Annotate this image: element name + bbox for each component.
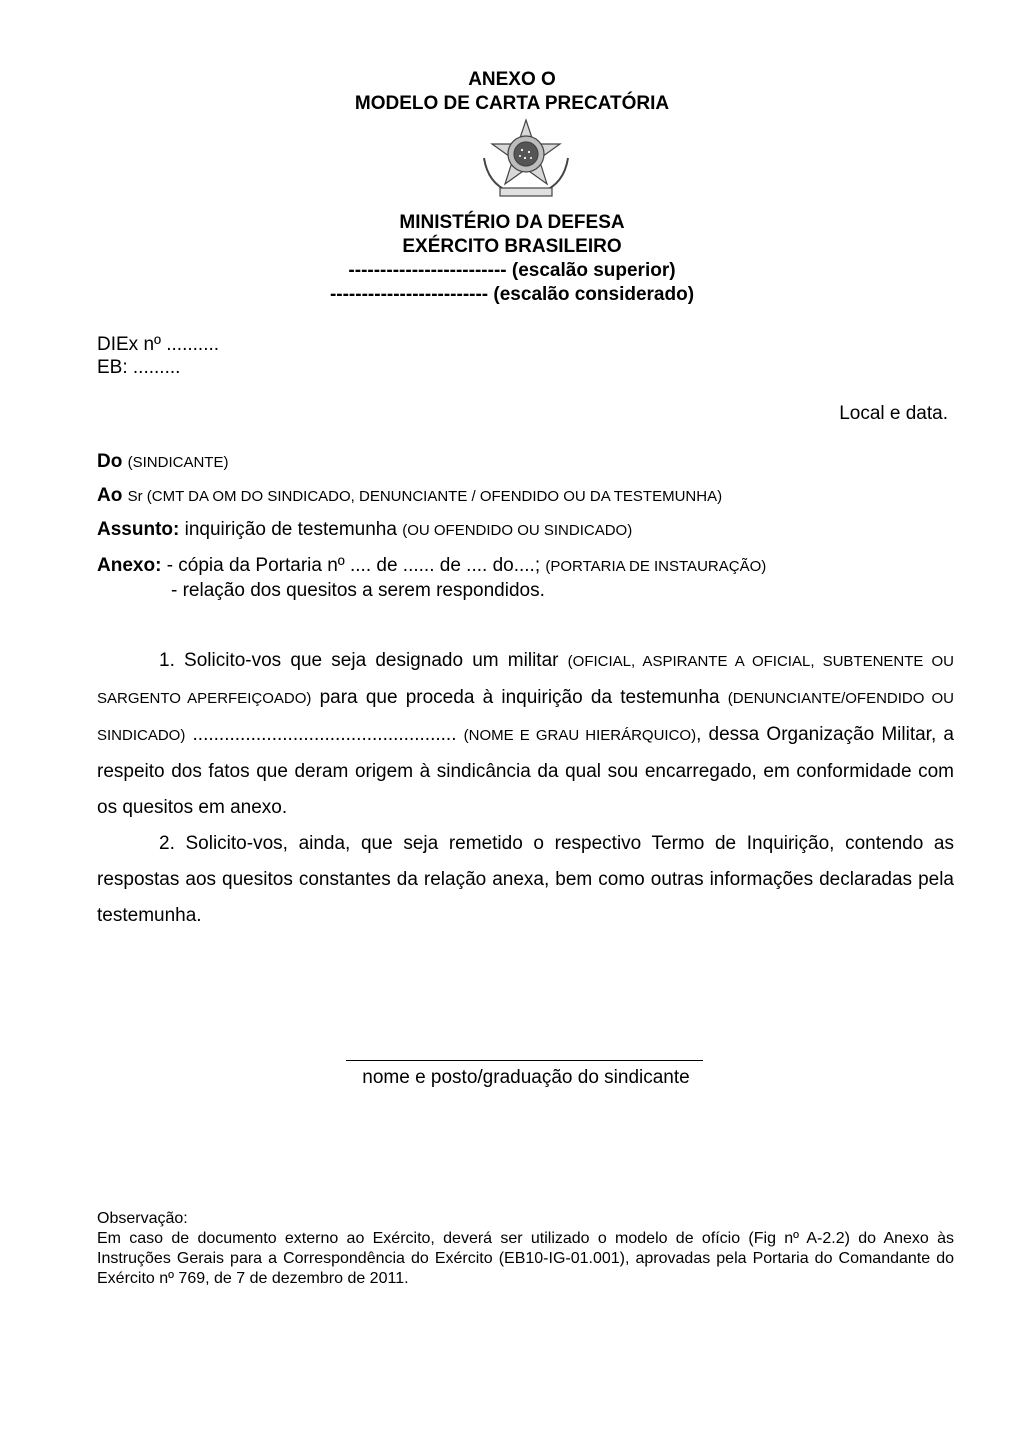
- considered-level-line: ------------------------- (escalão considerado): [329, 284, 695, 305]
- coat-of-arms-emblem: [478, 118, 574, 200]
- army-title: EXÉRCITO BRASILEIRO: [402, 236, 622, 257]
- place-date: Local e data.: [839, 403, 948, 424]
- paragraph-2: 2. Solicito-vos, ainda, que seja remetido o respectivo Termo de Inquirição, contendo as respostas aos quesitos constantes da relação anexa, bem como outras informações declaradas pela testemunha.: [97, 833, 954, 926]
- field-subject: [97, 518, 632, 543]
- p1-name-note: (NOME E GRAU HIERÁRQUICO): [463, 727, 697, 744]
- subject-label: Assunto:: [97, 519, 180, 540]
- observation-title: Observação:: [97, 1210, 188, 1227]
- annex-label: Anexo:: [97, 555, 162, 576]
- p1-witness-note: (DENUNCIANTE/OFENDIDO OU SINDICADO): [97, 690, 955, 744]
- p1-part-c: para que proceda à inquirição da testemunha: [319, 687, 720, 708]
- annex-item-1: - cópia da Portaria nº .... de ...... de .... do....;: [166, 555, 541, 576]
- annex-item-1-note: (PORTARIA DE INSTAURAÇÃO): [545, 558, 767, 575]
- subject-note: (OU OFENDIDO OU SINDICADO): [402, 522, 633, 539]
- ministry-title: MINISTÉRIO DA DEFESA: [399, 212, 625, 233]
- observation-block: [97, 1209, 954, 1289]
- eb-number: EB: .........: [97, 357, 181, 378]
- p1-dots: ..................................................: [192, 724, 457, 745]
- p1-part-a: 1. Solicito-vos que seja designado um militar: [159, 650, 559, 671]
- to-value: Sr (CMT DA OM DO SINDICADO, DENUNCIANTE / OFENDIDO OU DA TESTEMUNHA): [127, 488, 723, 505]
- from-value: (SINDICANTE): [127, 454, 229, 471]
- annex-title: ANEXO O: [468, 69, 556, 90]
- annex-item-2: - relação dos quesitos a serem respondidos.: [171, 580, 545, 601]
- signature-line: [346, 1060, 703, 1061]
- diex-number: DIEx nº ..........: [97, 334, 220, 355]
- subject-value: inquirição de testemunha: [184, 519, 397, 540]
- superior-level-line: ------------------------- (escalão superior): [348, 260, 676, 281]
- model-title: MODELO DE CARTA PRECATÓRIA: [354, 93, 670, 114]
- p1-part-g: , dessa Organização Militar, a respeito dos fatos que deram origem à sindicância da qual sou encarregado, em conformidade com os quesitos em anexo.: [97, 724, 954, 818]
- field-from: [97, 450, 228, 475]
- letter-body: [97, 643, 954, 934]
- observation-text: Em caso de documento externo ao Exército, deverá ser utilizado o modelo de ofício (Fig nº A-2.2) do Anexo às Instruções Gerais para a Correspondência do Exército (EB10-IG-01.001), aprovadas pela Portaria do Comandante do Exército nº 769, de 7 de dezembro de 2011.: [97, 1230, 954, 1287]
- to-label: Ao: [97, 485, 123, 506]
- paragraph-1: [97, 643, 954, 826]
- signature-caption: nome e posto/graduação do sindicante: [362, 1067, 690, 1088]
- field-annex: [97, 554, 766, 579]
- from-label: Do: [97, 451, 123, 472]
- field-to: [97, 484, 722, 509]
- p1-rank-note: (OFICIAL, ASPIRANTE A OFICIAL, SUBTENENTE OU SARGENTO APERFEIÇOADO): [97, 653, 955, 707]
